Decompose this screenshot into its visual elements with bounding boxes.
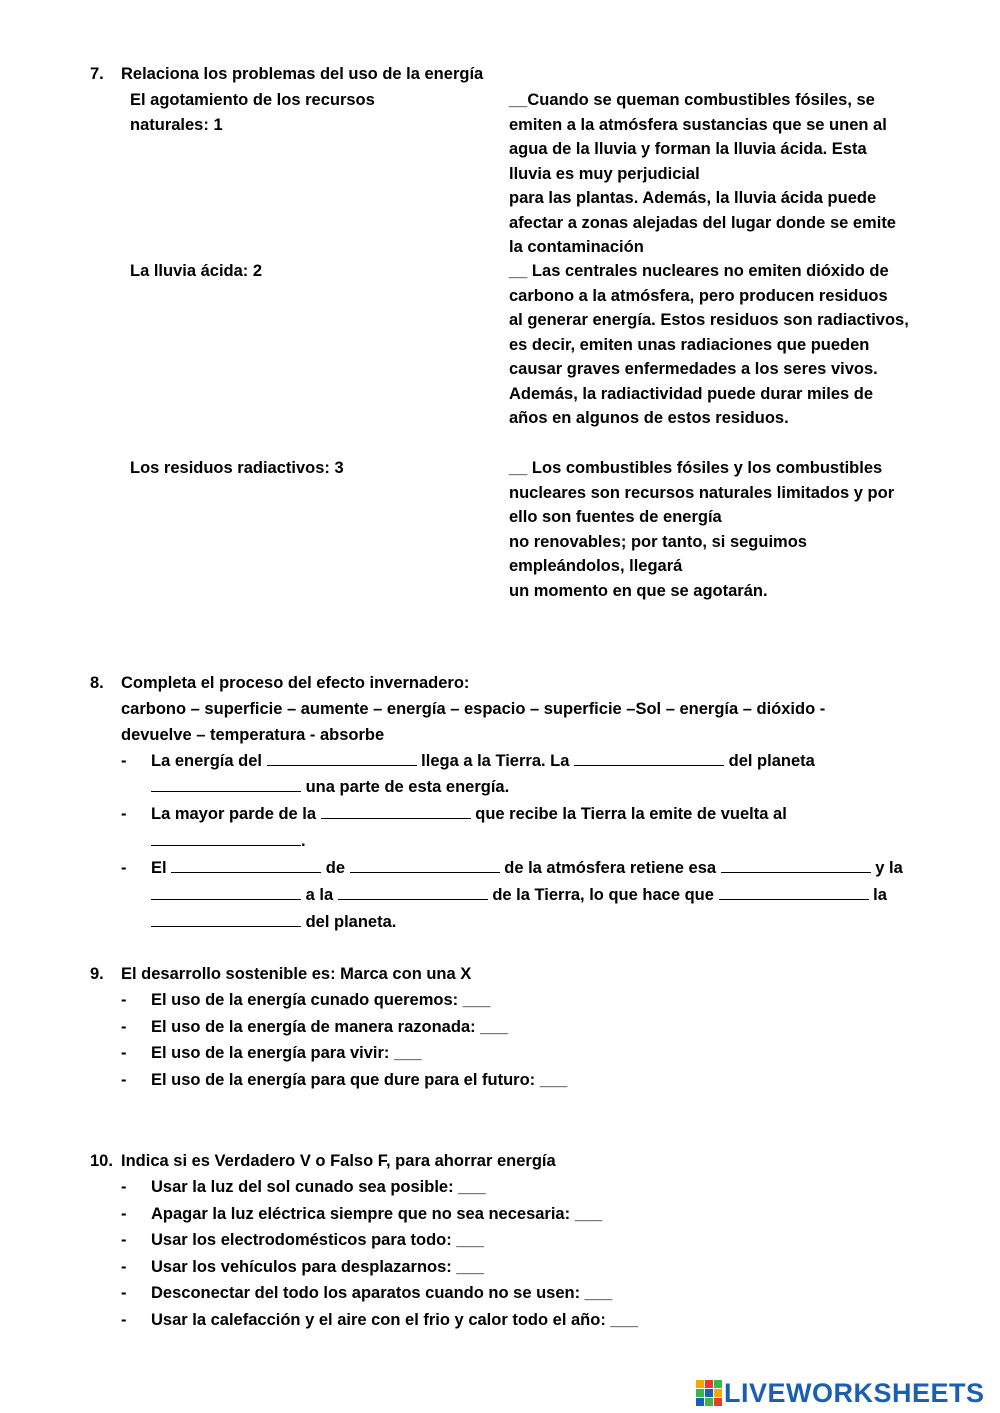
bullet-dash: - <box>121 1311 127 1329</box>
q9-number: 9. <box>90 965 104 983</box>
text-fragment: del planeta. <box>305 913 397 931</box>
fill-blank[interactable] <box>719 883 869 900</box>
q7-left-item-3: Los residuos radiactivos: 3 <box>130 459 344 477</box>
q8-sentence-2-line-1 <box>151 802 787 827</box>
q10-title: Indica si es Verdadero V o Falso F, para ahorrar energía <box>121 1152 556 1170</box>
fill-blank[interactable] <box>151 775 301 792</box>
text-fragment: que recibe la Tierra la emite de vuelta al <box>475 805 787 823</box>
bullet-dash: - <box>121 1178 127 1196</box>
q7-title: Relaciona los problemas del uso de la energía <box>121 65 484 83</box>
bullet-dash: - <box>121 1231 127 1249</box>
q8-word-bank-line-1: carbono – superficie – aumente – energía – espacio – superficie –Sol – energía – dióxido - <box>121 700 826 718</box>
bullet-dash: - <box>121 991 127 1009</box>
fill-blank[interactable] <box>151 910 301 927</box>
fill-blank[interactable] <box>338 883 488 900</box>
text-fragment: La energía del <box>151 752 262 770</box>
q8-sentence-3-line-3 <box>151 910 396 935</box>
q7-right-item-2: __ Las centrales nucleares no emiten dióxido de carbono a la atmósfera, pero producen residuos al generar energía. Estos residuos son radiactivos, es decir, emiten unas radiaciones que pueden causar graves enfermedades a los seres vivos. Además, la radiactividad puede durar miles de años en algunos de estos residuos. <box>509 262 909 427</box>
q7-left-item-2: La lluvia ácida: 2 <box>130 262 263 280</box>
bullet-dash: - <box>121 1044 127 1062</box>
q9-option-2[interactable]: El uso de la energía de manera razonada: ___ <box>151 1018 508 1036</box>
fill-blank[interactable] <box>574 749 724 766</box>
q10-option-3[interactable]: Usar los electrodomésticos para todo: ___ <box>151 1231 484 1249</box>
q10-number: 10. <box>90 1152 113 1170</box>
q10-option-2[interactable]: Apagar la luz eléctrica siempre que no sea necesaria: ___ <box>151 1205 603 1223</box>
text-fragment: llega a la Tierra. La <box>421 752 570 770</box>
q8-word-bank-line-2: devuelve – temperatura - absorbe <box>121 726 385 744</box>
liveworksheets-logo <box>696 1377 985 1408</box>
text-fragment: La mayor parde de la <box>151 805 317 823</box>
bullet-dash: - <box>121 1018 127 1036</box>
bullet-dash: - <box>121 1071 127 1089</box>
fill-blank[interactable] <box>350 856 500 873</box>
q8-sentence-3-line-1 <box>151 856 903 881</box>
text-fragment: la <box>873 886 887 904</box>
fill-blank[interactable] <box>171 856 321 873</box>
bullet-dash: - <box>121 1205 127 1223</box>
q10-option-1[interactable]: Usar la luz del sol cunado sea posible: ___ <box>151 1178 486 1196</box>
text-fragment: de la Tierra, lo que hace que <box>492 886 714 904</box>
text-fragment: de <box>325 859 346 877</box>
q7-number: 7. <box>90 65 104 83</box>
text-fragment: a la <box>305 886 334 904</box>
text-fragment: . <box>301 832 306 850</box>
bullet-dash: - <box>121 1284 127 1302</box>
q10-option-6[interactable]: Usar la calefacción y el aire con el frio y calor todo el año: ___ <box>151 1311 638 1329</box>
q10-option-4[interactable]: Usar los vehículos para desplazarnos: ___ <box>151 1258 484 1276</box>
q10-option-5[interactable]: Desconectar del todo los aparatos cuando no se usen: ___ <box>151 1284 613 1302</box>
q9-option-3[interactable]: El uso de la energía para vivir: ___ <box>151 1044 422 1062</box>
q7-left-item-1: El agotamiento de los recursos naturales: 1 <box>130 91 375 134</box>
fill-blank[interactable] <box>267 749 417 766</box>
text-fragment: El <box>151 859 167 877</box>
text-fragment: y la <box>875 859 903 877</box>
bullet-dash: - <box>121 1258 127 1276</box>
q7-right-item-1: __Cuando se queman combustibles fósiles, se emiten a la atmósfera sustancias que se unen al agua de la lluvia y forman la lluvia ácida. Esta lluvia es muy perjudicial para las plantas. Además, la lluvia ácida puede afectar a zonas alejadas del lugar donde se emite la contaminación <box>509 91 896 256</box>
liveworksheets-logo-text: LIVEWORKSHEETS <box>724 1377 985 1408</box>
fill-blank[interactable] <box>721 856 871 873</box>
q8-title: Completa el proceso del efecto invernadero: <box>121 674 470 692</box>
text-fragment: del planeta <box>728 752 815 770</box>
q8-number: 8. <box>90 674 104 692</box>
q9-option-1[interactable]: El uso de la energía cunado queremos: ___ <box>151 991 491 1009</box>
liveworksheets-logo-icon <box>696 1380 722 1406</box>
q8-sentence-1-line-1 <box>151 749 815 774</box>
bullet-dash: - <box>121 805 127 823</box>
fill-blank[interactable] <box>151 829 301 846</box>
q8-sentence-3-line-2 <box>151 883 887 908</box>
fill-blank[interactable] <box>151 883 301 900</box>
text-fragment: de la atmósfera retiene esa <box>504 859 717 877</box>
text-fragment: una parte de esta energía. <box>305 778 510 796</box>
bullet-dash: - <box>121 752 127 770</box>
q9-option-4[interactable]: El uso de la energía para que dure para el futuro: ___ <box>151 1071 568 1089</box>
fill-blank[interactable] <box>321 802 471 819</box>
q9-title: El desarrollo sostenible es: Marca con una X <box>121 965 472 983</box>
bullet-dash: - <box>121 859 127 877</box>
q8-sentence-1-line-2 <box>151 775 509 800</box>
q7-right-item-3: __ Los combustibles fósiles y los combustibles nucleares son recursos naturales limitados y por ello son fuentes de energía no renovables; por tanto, si seguimos empleándolos, llegará un momento en que se agotarán. <box>509 459 895 600</box>
q8-sentence-2-line-2 <box>151 829 306 854</box>
